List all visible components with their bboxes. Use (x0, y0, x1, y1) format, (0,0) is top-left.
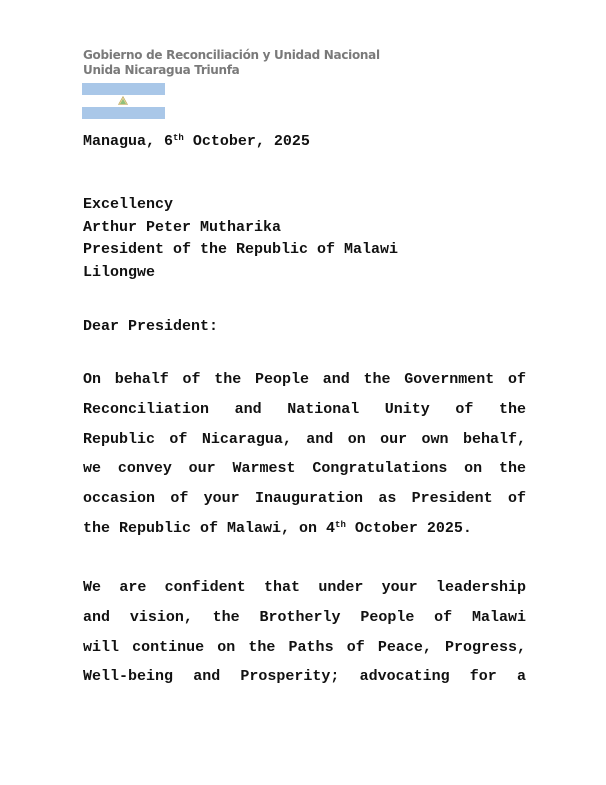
letterhead-government-name: Gobierno de Reconciliación y Unidad Nacional (83, 48, 380, 62)
paragraph-last-line (83, 514, 526, 544)
paragraph-line: We are confident that under your leadership (83, 579, 526, 596)
nicaragua-triangle-emblem-icon (118, 96, 128, 105)
nicaragua-flag (82, 83, 165, 119)
addressee-honorific: Excellency (83, 196, 174, 213)
paragraph-line: we convey our Warmest Congratulations on the (83, 460, 526, 478)
paragraph-line: On behalf of the People and the Government of (83, 371, 526, 388)
flag-top-stripe (82, 83, 165, 95)
last-line-end: October 2025. (345, 519, 472, 537)
addressee-block (83, 194, 398, 284)
last-line-start: the Republic of Malawi, on 4 (83, 519, 336, 537)
addressee-name: Arthur Peter Mutharika (83, 218, 282, 236)
date-month-year: October, 2025 (183, 133, 310, 150)
last-line-day-suffix: th (335, 519, 346, 530)
addressee-title: President of the Republic of Malawi (83, 241, 399, 258)
body-paragraph-1 (83, 365, 526, 544)
letterhead (83, 48, 380, 78)
paragraph-line: and vision, the Brotherly People of Malawi (83, 608, 526, 626)
letterhead-slogan: Unida Nicaragua Triunfa (83, 63, 240, 77)
salutation: Dear President: (83, 318, 219, 335)
date-city-day: Managua, 6 (83, 133, 174, 150)
date-day-suffix: th (173, 133, 184, 143)
paragraph-line: will continue on the Paths of Peace, Progress, (83, 638, 526, 656)
flag-bottom-stripe (82, 107, 165, 119)
addressee-city: Lilongwe (83, 263, 156, 281)
paragraph-line: Reconciliation and National Unity of the (83, 400, 526, 418)
body-paragraph-2 (83, 573, 526, 692)
paragraph-line: Well-being and Prosperity; advocating for a (83, 668, 526, 686)
paragraph-line: occasion of your Inauguration as President of (83, 490, 526, 508)
flag-middle-stripe (82, 95, 165, 107)
paragraph-line: Republic of Nicaragua, and on our own behalf, (83, 430, 526, 448)
letter-date (83, 133, 310, 150)
